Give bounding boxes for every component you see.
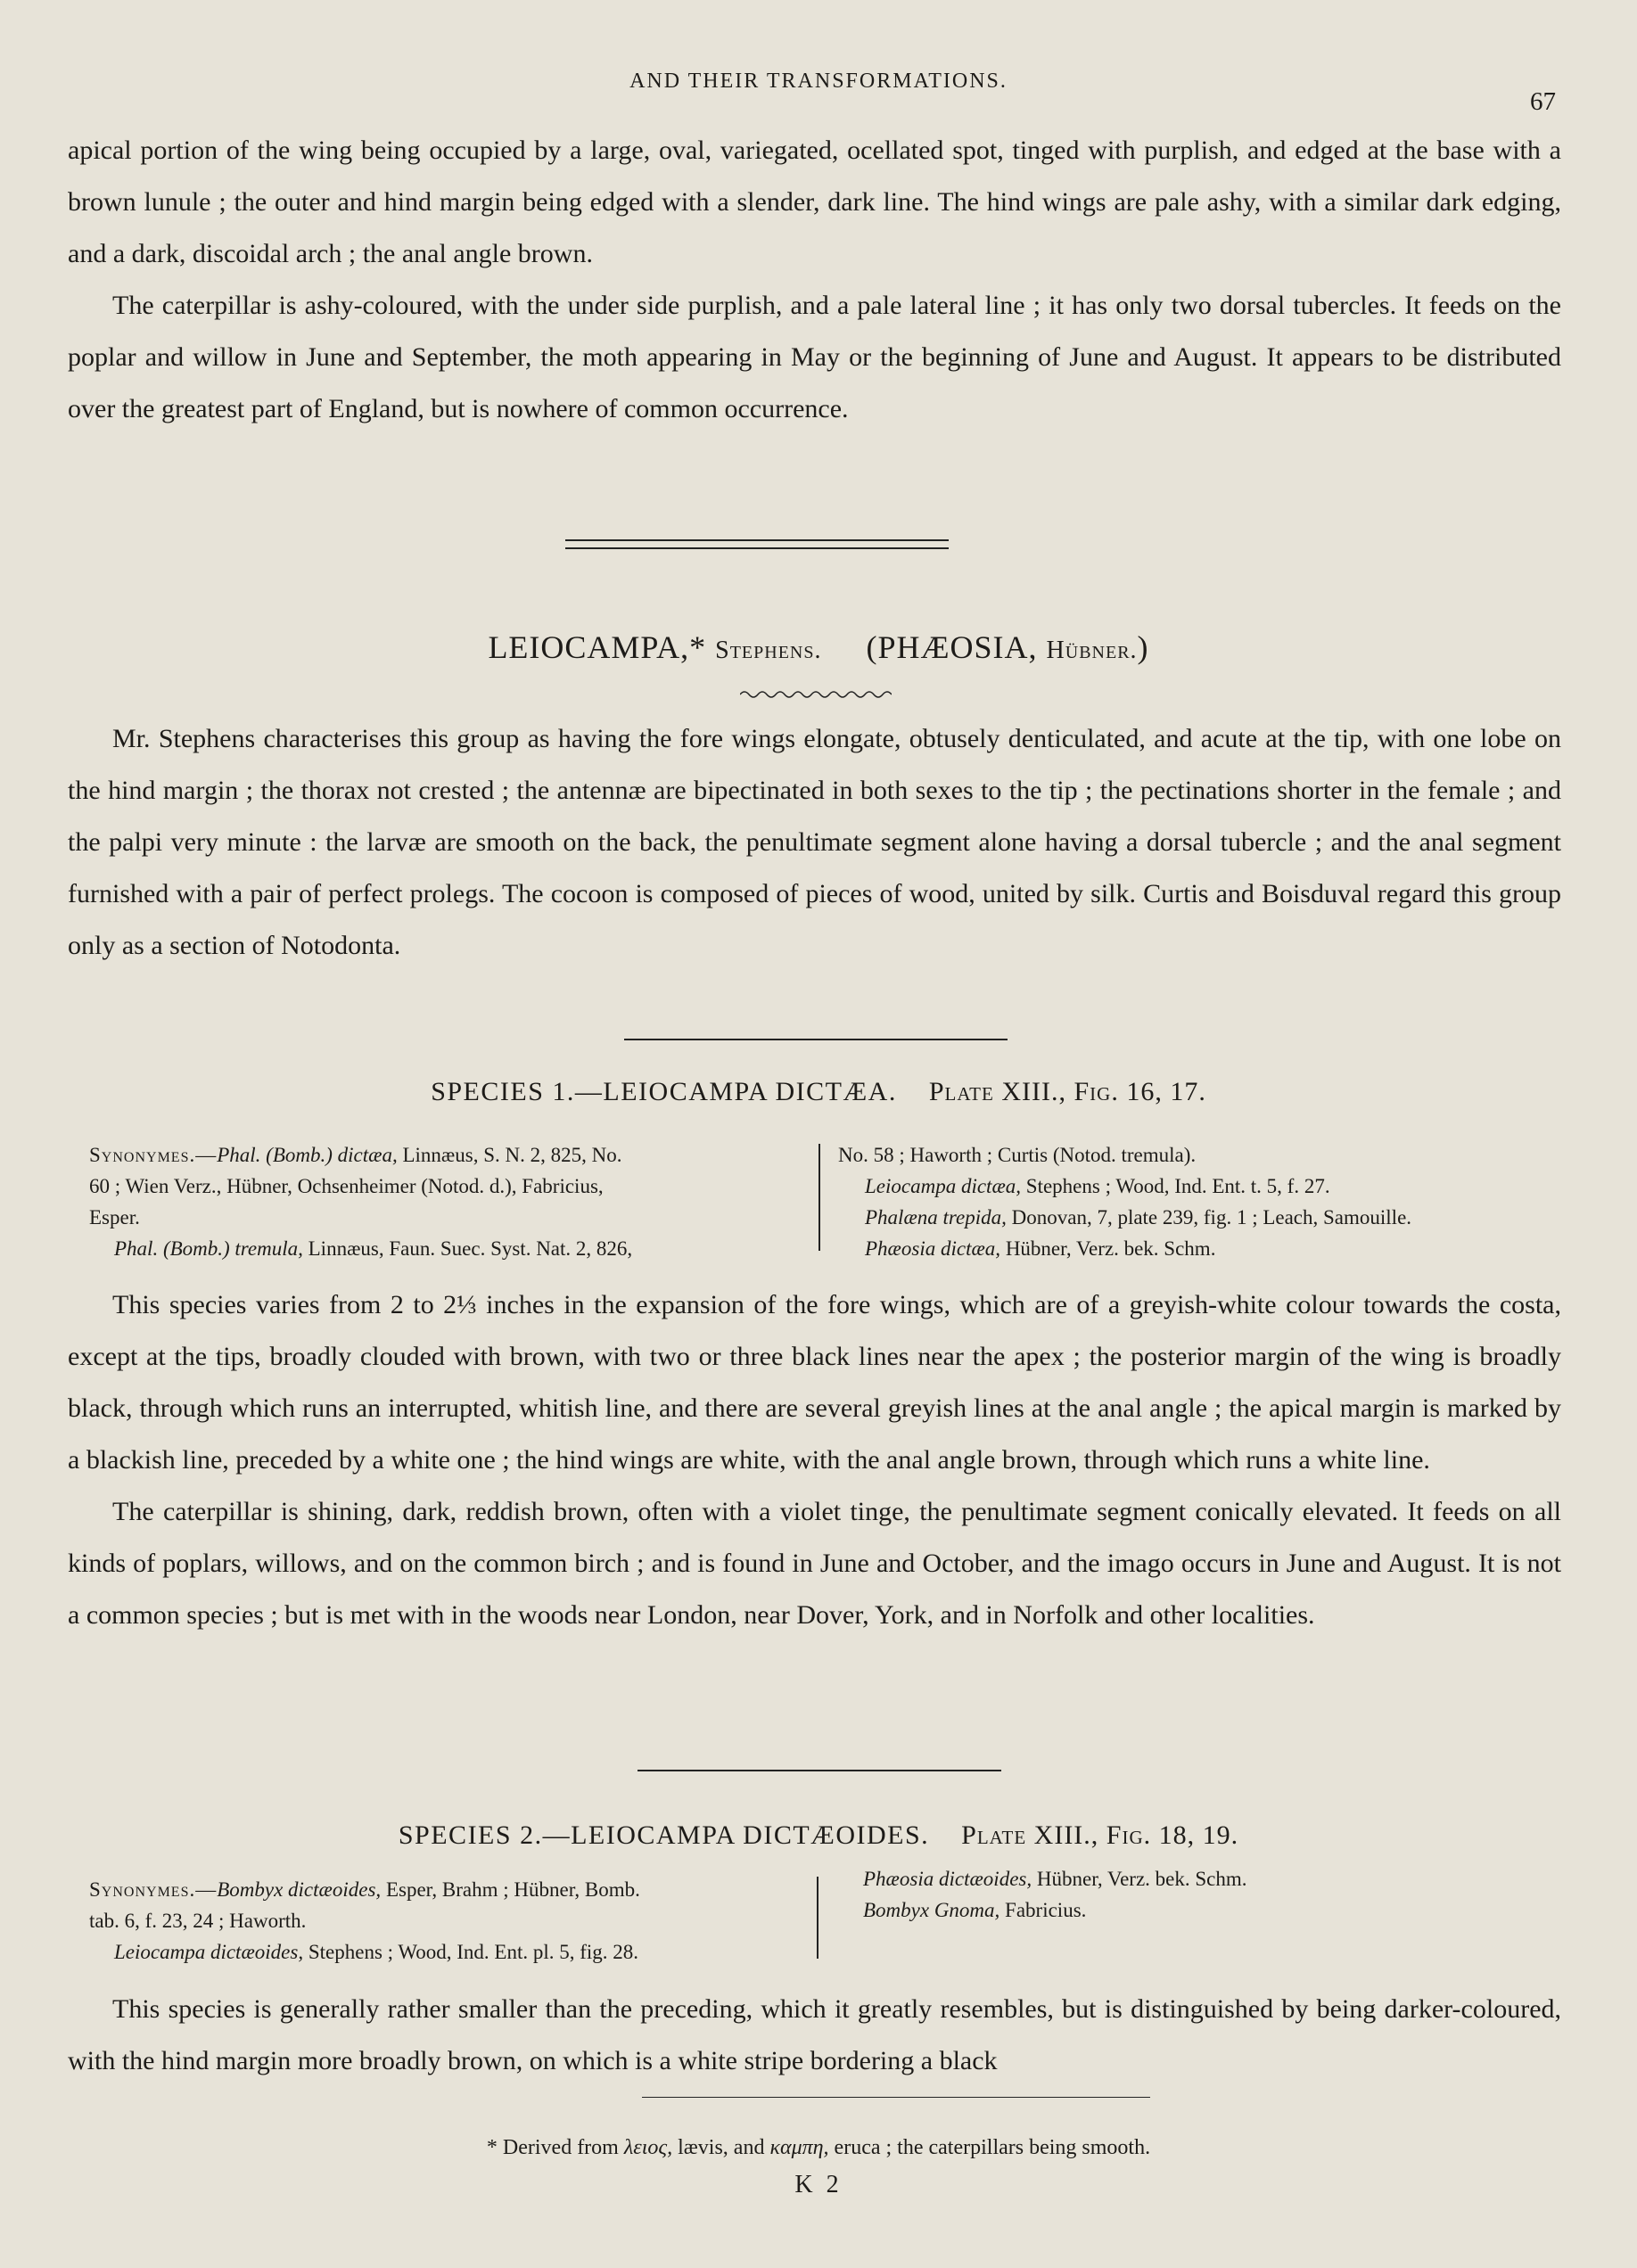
synonym-name: Bombyx Gnoma, <box>863 1899 1000 1921</box>
text-line: of common occurrence. <box>595 394 849 423</box>
text-line: This species varies from 2 to 2⅓ inches in the expansion of the fore wings, which are of a greyish-white <box>112 1290 1287 1319</box>
synonym-source: Linnæus, Faun. Suec. Syst. Nat. 2, 826, <box>302 1237 633 1260</box>
synonym-source: Esper. <box>89 1206 140 1228</box>
synonyms-label: Synonymes.— <box>89 1878 218 1901</box>
text-line: the tip, with one lobe on the hind margin ; the thorax not crested ; the antennæ are bipectinated in both sexes <box>68 724 1561 805</box>
species-1-synonyms-right <box>838 1139 1569 1264</box>
text-line: hind wings are pale ashy, with a similar dark edging, and a dark, discoidal arch ; the anal angle brown. <box>68 187 1561 268</box>
synonym-source: Stephens ; Wood, Ind. Ent. t. 5, f. 27. <box>1021 1175 1330 1197</box>
synonym-source: Donovan, 7, plate 239, fig. 1 ; Leach, Samouille. <box>1006 1206 1412 1228</box>
species-2-heading <box>0 1820 1637 1851</box>
synonym-name: Phæosia dictæoides, <box>863 1868 1032 1890</box>
synonym-source: Hübner, Verz. bek. Schm. <box>1032 1868 1247 1890</box>
synonym-source: Hübner, Verz. bek. Schm. <box>1000 1237 1216 1260</box>
text-line: white one ; the hind wings are white, with the anal angle brown, through which runs a white line. <box>391 1445 1430 1475</box>
synonym-line <box>89 1171 802 1202</box>
synonym-name: Leiocampa dictæoides, <box>114 1941 304 1963</box>
text-line: elevated. It feeds on all kinds of poplars, willows, and on the common birch ; and is found in June and <box>68 1497 1561 1578</box>
footnote-greek: λειος, <box>623 2136 673 2159</box>
synonym-name: Phalæna trepida, <box>865 1206 1007 1228</box>
synonym-line <box>89 1905 802 1936</box>
double-rule-divider <box>565 539 949 549</box>
synonym-name: Phal. (Bomb.) tremula, <box>114 1237 303 1260</box>
text-line: there are several greyish lines at the anal angle ; the apical margin is marked by a blackish line, preceded by a <box>68 1393 1562 1475</box>
text-line: apical portion of the wing being occupied by a large, oval, variegated, ocellated spot, tinged with purplish, and <box>68 136 1296 165</box>
text-line: tubercles. It feeds on the poplar and willow in June and September, the moth appearing in May or the <box>68 291 1561 372</box>
running-title: AND THEIR TRANSFORMATIONS. <box>629 70 1008 93</box>
species-2-paragraph-1 <box>68 1984 1561 2087</box>
text-line: apex ; the posterior margin of the wing is broadly black, through which runs an interrupted, whitish line, and <box>68 1342 1561 1423</box>
synonym-line <box>863 1863 1567 1894</box>
genus-alt-author: Hübner. <box>1046 637 1138 664</box>
synonym-source: 60 ; Wien Verz., Hübner, Ochsenheimer (Notod. d.), Fabricius, <box>89 1175 604 1197</box>
synonym-source: No. 58 ; Haworth ; Curtis (Notod. tremula). <box>838 1144 1197 1166</box>
synonym-name: Phæosia dictæa, <box>865 1237 1001 1260</box>
genus-alt-close: ) <box>1137 629 1149 665</box>
column-separator <box>817 1877 818 1959</box>
synonym-name: Leiocampa dictæa, <box>865 1175 1022 1197</box>
synonym-line <box>89 1139 802 1171</box>
text-line: This species is generally rather smaller than the preceding, which it greatly resembles, but is distinguished by <box>112 1994 1317 2024</box>
species-1-paragraph-1 <box>68 1279 1561 1486</box>
synonym-line <box>89 1202 802 1233</box>
footnote-text: lævis, and <box>672 2136 770 2159</box>
text-line: perfect prolegs. The cocoon is composed of pieces of wood, united by silk. Curtis and Boisduval regard this <box>328 879 1499 908</box>
text-line: Mr. Stephens characterises this group as having the fore wings elongate, obtusely denticulated, and acute at <box>112 724 1294 753</box>
plate-reference: Plate XIII., Fig. 18, 19. <box>961 1820 1239 1850</box>
section-rule <box>638 1770 1001 1771</box>
text-line: October, and the imago occurs in June and August. It is not a common species ; but is met with in the woods <box>68 1549 1561 1630</box>
synonyms-label: Synonymes.— <box>89 1144 218 1166</box>
plate-reference: Plate XIII., Fig. 16, 17. <box>928 1077 1206 1106</box>
synonym-line <box>89 1874 802 1905</box>
synonym-source: Stephens ; Wood, Ind. Ent. pl. 5, fig. 28. <box>303 1941 639 1963</box>
synonym-line <box>838 1202 1569 1233</box>
intro-text <box>68 125 1561 435</box>
synonym-line <box>863 1894 1567 1926</box>
synonym-line <box>838 1171 1569 1202</box>
text-line: colour towards the costa, except at the tips, broadly clouded with brown, with two or three black lines near the <box>68 1290 1561 1371</box>
synonym-name: Bombyx dictæoides, <box>217 1878 382 1901</box>
species-title: SPECIES 2.—LEIOCAMPA DICTÆOIDES. <box>398 1820 930 1850</box>
synonym-source: Linnæus, S. N. 2, 825, No. <box>397 1144 622 1166</box>
synonym-line <box>838 1139 1569 1171</box>
text-line: group only as a section of Notodonta. <box>68 879 1561 960</box>
text-line: back, the penultimate segment alone having a dorsal tubercle ; and the anal segment furnished with a pair of <box>68 827 1561 908</box>
footnote-rule <box>642 2097 1150 2098</box>
footnote-text: eruca ; the caterpillars being smooth. <box>828 2136 1151 2159</box>
section-rule <box>624 1039 1008 1040</box>
text-line: to the tip ; the pectinations shorter in the female ; and the palpi very minute : the larvæ are smooth on the <box>68 776 1561 857</box>
genus-alt-name: (PHÆOSIA, <box>866 629 1038 665</box>
synonym-line <box>838 1233 1569 1264</box>
species-1-heading <box>0 1077 1637 1107</box>
footnote-marker: * <box>486 2136 498 2159</box>
footnote <box>0 2136 1637 2160</box>
synonym-source: tab. 6, f. 23, 24 ; Haworth. <box>89 1910 307 1932</box>
intro-paragraph-1 <box>68 125 1561 280</box>
synonym-source: Esper, Brahm ; Hübner, Bomb. <box>381 1878 640 1901</box>
text-line: near London, near Dover, York, and in Norfolk and other localities. <box>594 1600 1315 1630</box>
text-line: beginning of June and August. It appears to be distributed over the greatest part of England, but is nowhere <box>68 342 1561 423</box>
genus-description <box>68 713 1561 972</box>
genus-heading <box>0 629 1637 666</box>
intro-paragraph-2 <box>68 280 1561 435</box>
column-separator <box>818 1144 820 1251</box>
species-1-description <box>68 1279 1561 1641</box>
wavy-rule-ornament <box>740 689 892 700</box>
synonym-source: Fabricius. <box>999 1899 1087 1921</box>
species-2-synonyms-right <box>863 1863 1567 1926</box>
text-line: The caterpillar is ashy-coloured, with the under side purplish, and a pale lateral line ; it has only two dorsal <box>112 291 1294 320</box>
page-number: 67 <box>1530 87 1556 116</box>
footnote-greek: καμπη, <box>769 2136 829 2159</box>
signature-mark: K 2 <box>794 2171 843 2198</box>
text-line: edged at the base with a brown lunule ; the outer and hind margin being edged with a slender, dark line. The <box>68 136 1562 217</box>
species-title: SPECIES 1.—LEIOCAMPA DICTÆA. <box>431 1077 897 1106</box>
text-line: The caterpillar is shining, dark, reddish brown, often with a violet tinge, the penultimate segment conically <box>112 1497 1303 1526</box>
synonym-line <box>89 1233 802 1264</box>
text-line: being darker-coloured, with the hind margin more broadly brown, on which is a white stripe bordering a black <box>68 1994 1562 2075</box>
footnote-text: Derived from <box>497 2136 624 2159</box>
genus-paragraph <box>68 713 1561 972</box>
species-1-paragraph-2 <box>68 1486 1561 1641</box>
synonym-line <box>89 1936 802 1968</box>
genus-name: LEIOCAMPA,* <box>488 629 707 665</box>
synonym-name: Phal. (Bomb.) dictæa, <box>217 1144 398 1166</box>
species-1-synonyms-left <box>89 1139 802 1264</box>
species-2-description <box>68 1984 1561 2087</box>
genus-author: Stephens. <box>715 637 822 664</box>
species-2-synonyms-left <box>89 1874 802 1968</box>
